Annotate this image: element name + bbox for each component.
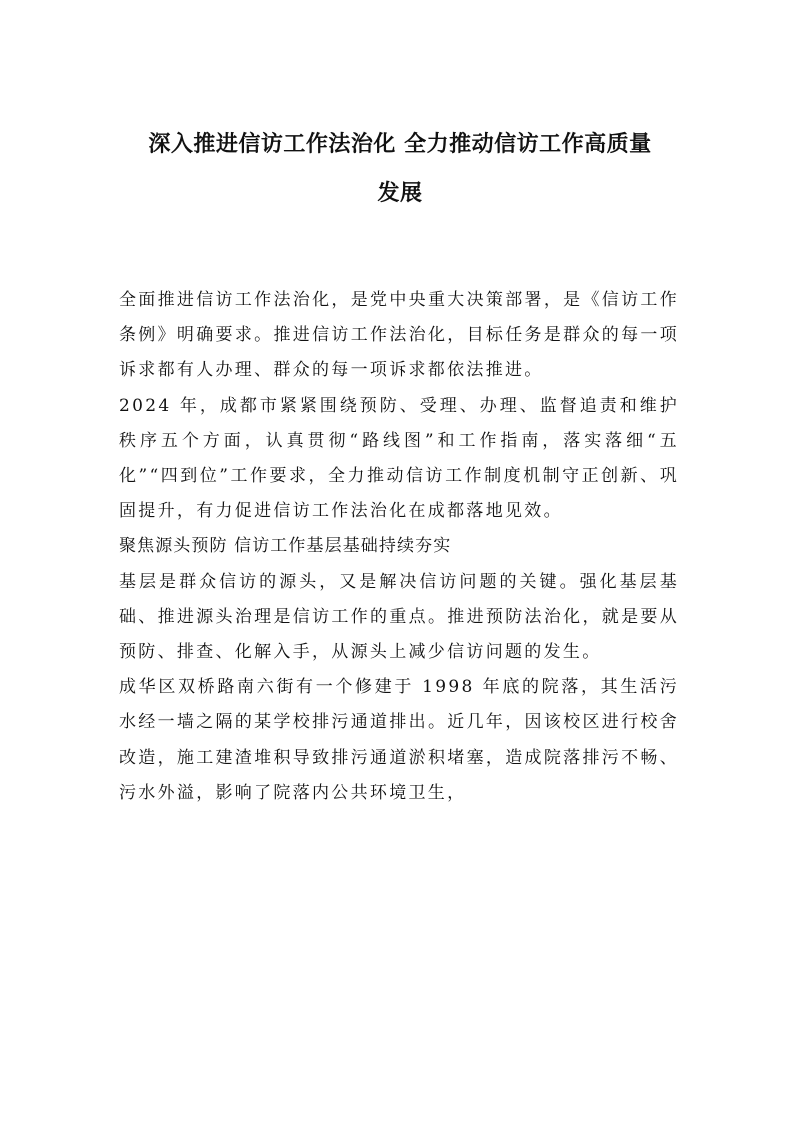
document-title-line-2: 发展 <box>377 181 423 206</box>
section-heading: 聚焦源头预防 信访工作基层基础持续夯实 <box>119 536 452 557</box>
document-body <box>119 283 679 811</box>
paragraph-chenghua: 成华区双桥路南六街有一个修建于 1998 年底的院落，其生活污水经一墙之隔的某学校排污通道排出。近几年，因该校区进行校舍改造，施工建渣堆积导致排污通道淤积堵塞，造成院落排污不畅、污水外溢，影响了院落内公共环境卫生， <box>119 677 679 803</box>
paragraph-intro: 全面推进信访工作法治化，是党中央重大决策部署，是《信访工作条例》明确要求。推进信访工作法治化，目标任务是群众的每一项诉求都有人办理、群众的每一项诉求都依法推进。 <box>119 290 679 381</box>
paragraph-grassroots: 基层是群众信访的源头，又是解决信访问题的关键。强化基层基础、推进源头治理是信访工作的重点。推进预防法治化，就是要从预防、排查、化解入手，从源头上减少信访问题的发生。 <box>119 571 679 663</box>
document-title-line-1: 深入推进信访工作法治化 全力推动信访工作高质量 <box>148 132 652 157</box>
paragraph-2024: 2024 年，成都市紧紧围绕预防、受理、办理、监督追责和维护秩序五个方面，认真贯彻“路线图”和工作指南，落实落细“五化”“四到位”工作要求，全力推动信访工作制度机制守正创新、巩固提升，有力促进信访工作法治化在成都落地见效。 <box>119 395 679 522</box>
